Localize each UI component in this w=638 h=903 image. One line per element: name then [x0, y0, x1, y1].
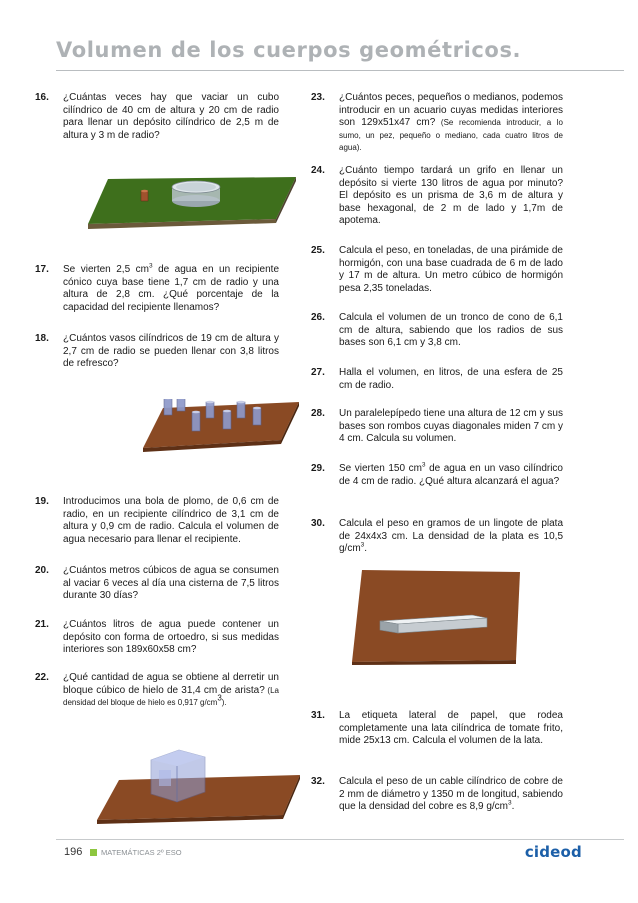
exercise-number: 19.: [35, 496, 49, 507]
exercise-28: [311, 408, 563, 446]
exercise-number: 16.: [35, 92, 49, 103]
exercise-29: [311, 463, 563, 488]
exercise-30: [311, 518, 563, 556]
title-divider: [56, 70, 624, 71]
exercise-number: 30.: [311, 518, 325, 529]
exercise-number: 22.: [35, 672, 49, 683]
exercise-17: [35, 264, 279, 314]
exercise-text: ¿Cuántos metros cúbicos de agua se consumen al vaciar 6 veces al día una cisterna de 7,5 litros durante 30 días?: [63, 565, 279, 602]
bucket-icon: [141, 191, 148, 201]
exercise-number: 32.: [311, 776, 325, 787]
exercise-text: ¿Cuántos vasos cilíndricos de 19 cm de altura y 2,7 cm de radio se pueden llenar con 3,8 litros de refresco?: [63, 333, 279, 370]
exercise-text: ¿Cuánto tiempo tardará un grifo en llenar un depósito si vierte 130 litros de agua por minuto? El depósito es un prisma de 3,6 m de altura y base hexagonal, de 2 m de lado y 1,7m de apotema.: [339, 165, 563, 227]
exercise-number: 27.: [311, 367, 325, 378]
page-number: 196: [64, 846, 83, 858]
silver-ingot-illustration: [352, 567, 520, 665]
exercise-25: [311, 245, 563, 295]
exercise-number: 29.: [311, 463, 325, 474]
exercise-number: 28.: [311, 408, 325, 419]
exercise-number: 26.: [311, 312, 325, 323]
exercise-text: ¿Cuántos peces, pequeños o medianos, podemos introducir en un acuario cuyas medidas interiores son 129x51x47 cm? (Se recomienda introducir, a lo sumo, un pez, pequeño o mediano, cada cuatro litros de agua).: [339, 92, 563, 153]
exercise-text: ¿Cuántas veces hay que vaciar un cubo cilíndrico de 40 cm de altura y 20 cm de radio para llenar un depósito cilíndrico de 2,5 m de altura y 3 m de radio?: [63, 92, 279, 141]
exercise-number: 17.: [35, 264, 49, 275]
exercise-16: [35, 92, 279, 142]
footer-divider: [56, 839, 624, 840]
exercise-text: Calcula el peso en gramos de un lingote de plata de 24x4x3 cm. La densidad de la plata es 10,5 $g/cm^3$.: [339, 518, 563, 555]
page-title: Volumen de los cuerpos geométricos.: [56, 38, 522, 62]
exercise-text: Calcula el peso, en toneladas, de una pirámide de hormigón, con una base cuadrada de 6 m de lado y 17 m de altura. Un metro cúbico de hormigón pesa 2,35 toneladas.: [339, 245, 563, 294]
exercise-text: La etiqueta lateral de papel, que rodea completamente una lata cilíndrica de tomate frito, mide 25x13 cm. Calcula el volumen de la lata.: [339, 710, 563, 747]
glass-icon: [206, 402, 214, 418]
exercise-27: [311, 367, 563, 392]
exercise-19: [35, 496, 279, 546]
ice-cube-illustration: [97, 748, 300, 826]
exercise-23: [311, 92, 563, 155]
glass-icon: [253, 408, 261, 425]
exercise-24: [311, 165, 563, 228]
exercise-number: 21.: [35, 619, 49, 630]
green-square-icon: [90, 849, 97, 856]
exercise-number: 25.: [311, 245, 325, 256]
glass-icon: [177, 399, 185, 411]
exercise-text: Halla el volumen, en litros, de una esfera de 25 cm de radio.: [339, 367, 563, 391]
exercise-31: [311, 710, 563, 748]
exercise-text: Se vierten 2,5 $cm^3$ de agua en un recipiente cónico cuya base tiene 1,7 cm de radio y una altura de 2,8 cm. ¿Qué porcentaje de la capacidad del recipiente llenamos?: [63, 262, 279, 313]
exercise-18: [35, 333, 279, 371]
exercise-21: [35, 619, 279, 657]
exercise-text: Introducimos una bola de plomo, de 0,6 cm de radio, en un recipiente cilíndrico de 3,1 cm de altura y 0,9 cm de radio. Calcula el volumen de agua necesario para llenar el recipiente.: [63, 496, 279, 545]
exercise-number: 23.: [311, 92, 325, 103]
glass-icon: [223, 411, 231, 429]
exercise-20: [35, 565, 279, 603]
exercise-text: ¿Qué cantidad de agua se obtiene al derretir un bloque cúbico de hielo de 31,4 cm de arista? (La densidad del bloque de hielo es 0,917 g/cm$^3$).: [63, 672, 279, 708]
cylinder-tank-illustration: [88, 174, 300, 236]
exercise-22: [35, 672, 279, 710]
publisher-logo: cideod: [524, 843, 582, 861]
glass-icon: [192, 412, 200, 431]
footer-subject: MATEMÁTICAS 2º ESO: [101, 848, 182, 857]
exercise-32: [311, 776, 563, 814]
exercise-number: 20.: [35, 565, 49, 576]
exercise-text: ¿Cuántos litros de agua puede contener un depósito con forma de ortoedro, si sus medidas interiores son 189x60x58 cm?: [63, 619, 279, 656]
exercise-text: Calcula el volumen de un tronco de cono de 6,1 cm de altura, sabiendo que los radios de sus bases son 6,1 cm y 3,8 cm.: [339, 312, 563, 349]
glasses-board-illustration: [143, 399, 299, 457]
glass-icon: [237, 402, 245, 418]
exercise-26: [311, 312, 563, 350]
exercise-number: 31.: [311, 710, 325, 721]
exercise-text: Se vierten 150 $cm^3$ de agua en un vaso cilíndrico de 4 cm de radio. ¿Qué altura alcanzará el agua?: [339, 461, 563, 487]
glass-icon: [164, 399, 172, 415]
exercise-number: 18.: [35, 333, 49, 344]
exercise-number: 24.: [311, 165, 325, 176]
wood-board: [352, 570, 520, 662]
exercise-text: Un paralelepípedo tiene una altura de 12 cm y sus bases son rombos cuyas diagonales miden 7 cm y 4 cm. Calcula su volumen.: [339, 408, 564, 445]
exercise-text: Calcula el peso de un cable cilíndrico de cobre de 2 mm de diámetro y 1350 m de longitud, sabiendo que la densidad del cobre es 8,9 $g/cm^3$.: [339, 776, 563, 813]
